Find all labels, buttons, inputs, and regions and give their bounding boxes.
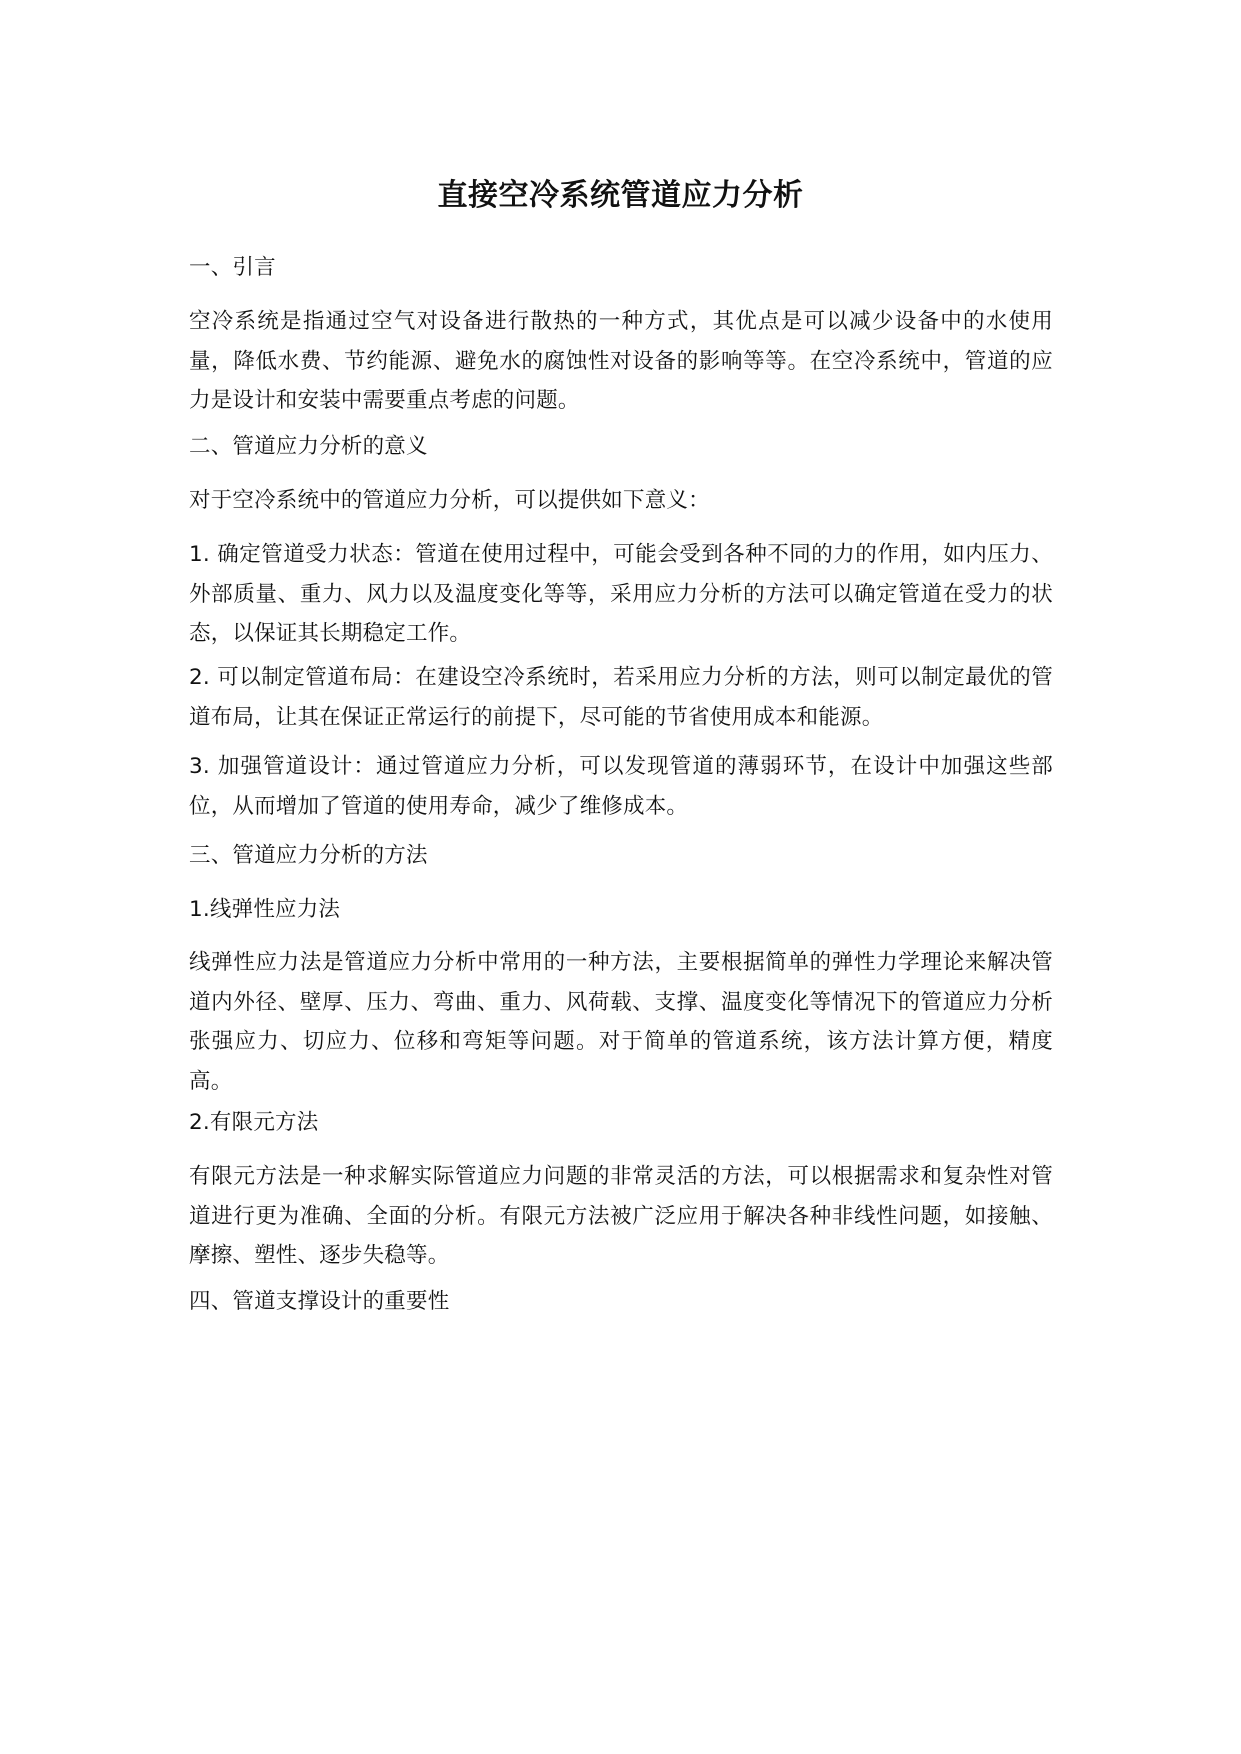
paragraph-finite-element: 有限元方法是一种求解实际管道应力问题的非常灵活的方法，可以根据需求和复杂性对管道进行更为准确、全面的分析。有限元方法被广泛应用于解决各种非线性问题，如接触、摩擦、塑性、逐步失稳等。 <box>189 1164 1053 1268</box>
section-heading-intro: 一、引言 <box>189 255 276 280</box>
list-item-layout: 2. 可以制定管道布局：在建设空冷系统时，若采用应力分析的方法，则可以制定最优的管道布局，让其在保证正常运行的前提下，尽可能的节省使用成本和能源。 <box>189 665 1053 730</box>
section-heading-support-design: 四、管道支撑设计的重要性 <box>189 1289 450 1314</box>
list-item-force-state: 1. 确定管道受力状态：管道在使用过程中，可能会受到各种不同的力的作用，如内压力、外部质量、重力、风力以及温度变化等等，采用应力分析的方法可以确定管道在受力的状态，以保证其长期稳定工作。 <box>189 542 1053 646</box>
paragraph-significance-intro: 对于空冷系统中的管道应力分析，可以提供如下意义： <box>189 488 710 513</box>
document-title: 直接空冷系统管道应力分析 <box>437 178 804 213</box>
subheading-linear-elastic: 1.线弹性应力法 <box>189 897 341 922</box>
paragraph-linear-elastic: 线弹性应力法是管道应力分析中常用的一种方法，主要根据简单的弹性力学理论来解决管道内外径、壁厚、压力、弯曲、重力、风荷载、支撑、温度变化等情况下的管道应力分析张强应力、切应力、位移和弯矩等问题。对于简单的管道系统，该方法计算方便，精度高。 <box>189 950 1053 1094</box>
section-heading-significance: 二、管道应力分析的意义 <box>189 434 428 459</box>
subheading-finite-element: 2.有限元方法 <box>189 1110 319 1135</box>
list-item-design: 3. 加强管道设计：通过管道应力分析，可以发现管道的薄弱环节，在设计中加强这些部位，从而增加了管道的使用寿命，减少了维修成本。 <box>189 754 1053 819</box>
section-heading-methods: 三、管道应力分析的方法 <box>189 843 428 868</box>
paragraph-intro: 空冷系统是指通过空气对设备进行散热的一种方式，其优点是可以减少设备中的水使用量，降低水费、节约能源、避免水的腐蚀性对设备的影响等等。在空冷系统中，管道的应力是设计和安装中需要重点考虑的问题。 <box>189 309 1053 413</box>
